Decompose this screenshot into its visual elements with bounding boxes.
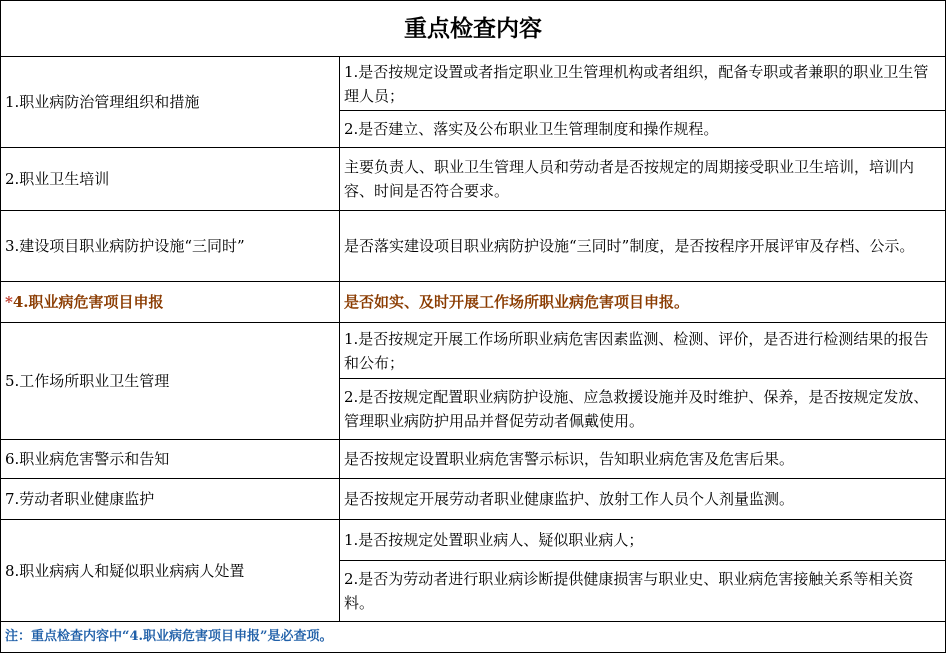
detail-cell: 是否落实建设项目职业病防护设施“三同时”制度，是否按程序开展评审及存档、公示。 — [340, 211, 946, 282]
category-cell: 1.职业病防治管理组织和措施 — [1, 57, 340, 148]
detail-cell: 2.是否为劳动者进行职业病诊断提供健康损害与职业史、职业病危害接触关系等相关资料。 — [340, 561, 946, 622]
required-star: * — [5, 293, 13, 311]
note-row — [1, 622, 946, 653]
detail-cell: 是否按规定设置职业病危害警示标识，告知职业病危害及危害后果。 — [340, 440, 946, 479]
table-row — [1, 323, 946, 379]
table-row — [1, 211, 946, 282]
detail-cell: 是否如实、及时开展工作场所职业病危害项目申报。 — [340, 282, 946, 323]
category-cell: 3.建设项目职业病防护设施“三同时” — [1, 211, 340, 282]
detail-cell: 1.是否按规定开展工作场所职业病危害因素监测、检测、评价，是否进行检测结果的报告和公布； — [340, 323, 946, 379]
detail-cell: 是否按规定开展劳动者职业健康监护、放射工作人员个人剂量监测。 — [340, 479, 946, 520]
footnote: 注：重点检查内容中“4.职业病危害项目申报”是必查项。 — [1, 622, 946, 653]
title-row — [1, 1, 946, 57]
category-cell: 7.劳动者职业健康监护 — [1, 479, 340, 520]
detail-cell: 主要负责人、职业卫生管理人员和劳动者是否按规定的周期接受职业卫生培训，培训内容、时间是否符合要求。 — [340, 148, 946, 211]
table-row — [1, 440, 946, 479]
table-row — [1, 57, 946, 111]
table-row — [1, 479, 946, 520]
category-cell: 6.职业病危害警示和告知 — [1, 440, 340, 479]
table-row-required — [1, 282, 946, 323]
table-title: 重点检查内容 — [1, 1, 946, 57]
category-cell: 2.职业卫生培训 — [1, 148, 340, 211]
table-row — [1, 520, 946, 561]
detail-cell: 2.是否建立、落实及公布职业卫生管理制度和操作规程。 — [340, 111, 946, 148]
detail-cell: 2.是否按规定配置职业病防护设施、应急救援设施并及时维护、保养，是否按规定发放、管理职业病防护用品并督促劳动者佩戴使用。 — [340, 379, 946, 440]
category-cell: 8.职业病病人和疑似职业病病人处置 — [1, 520, 340, 622]
detail-cell: 1.是否按规定设置或者指定职业卫生管理机构或者组织，配备专职或者兼职的职业卫生管理人员； — [340, 57, 946, 111]
category-cell: 5.工作场所职业卫生管理 — [1, 323, 340, 440]
category-cell — [1, 282, 340, 323]
category-label: 4.职业病危害项目申报 — [12, 293, 164, 311]
detail-cell: 1.是否按规定处置职业病人、疑似职业病人； — [340, 520, 946, 561]
table-row — [1, 148, 946, 211]
